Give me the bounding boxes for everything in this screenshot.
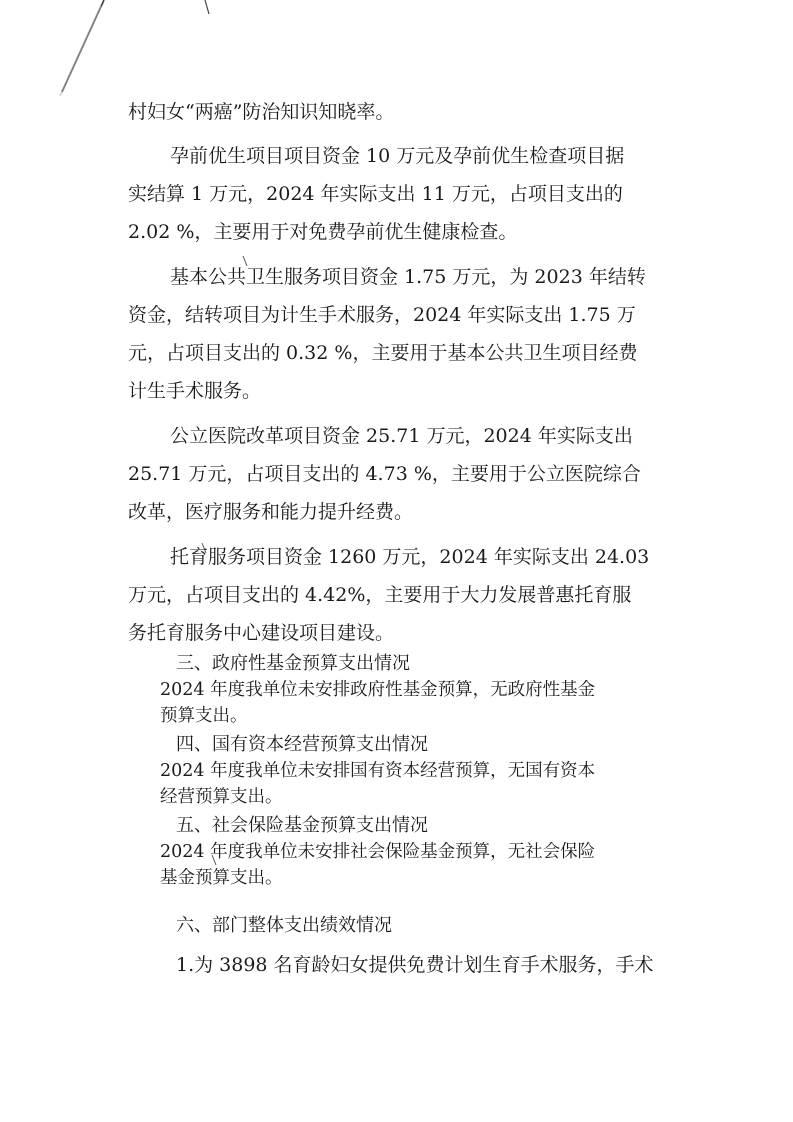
text-line-11: 改革，医疗服务和能力提升经费。 (128, 501, 414, 523)
text-line-4: 2.02 %，主要用于对免费孕前优生健康检查。 (128, 221, 518, 243)
text-line-20: 基金预算支出。 (160, 868, 283, 888)
text-line-2: 孕前优生项目项目资金 10 万元及孕前优生检查项目据 (170, 145, 625, 167)
text-line-5: 基本公共卫生服务项目资金 1.75 万元，为 2023 年结转 (170, 266, 646, 288)
text-line-15: 2024 年度我单位未安排政府性基金预算，无政府性基金 (160, 680, 596, 700)
section-heading-3: 三、政府性基金预算支出情况 (176, 653, 410, 674)
text-line-13: 万元，占项目支出的 4.42%，主要用于大力发展普惠托育服 (128, 584, 632, 606)
section-heading-4: 四、国有资本经营预算支出情况 (176, 734, 428, 755)
text-line-19: 2024 年度我单位未安排社会保险基金预算，无社会保险 (160, 842, 596, 862)
text-line-17: 2024 年度我单位未安排国有资本经营预算，无国有资本 (160, 761, 596, 781)
section-heading-6: 六、部门整体支出绩效情况 (176, 915, 392, 936)
text-line-7: 元，占项目支出的 0.32 %，主要用于基本公共卫生项目经费 (128, 342, 638, 364)
text-line-21: 1.为 3898 名育龄妇女提供免费计划生育手术服务，手术 (176, 954, 654, 976)
text-line-1: 村妇女“两癌”防治知识知晓率。 (128, 101, 395, 123)
section-heading-5: 五、社会保险基金预算支出情况 (176, 815, 428, 836)
text-line-12: 托育服务项目资金 1260 万元，2024 年实际支出 24.03 (170, 546, 650, 568)
text-line-3: 实结算 1 万元，2024 年实际支出 11 万元，占项目支出的 (128, 183, 623, 205)
text-line-8: 计生手术服务。 (128, 380, 262, 402)
text-line-16: 预算支出。 (160, 706, 248, 726)
text-line-6: 资金，结转项目为计生手术服务，2024 年实际支出 1.75 万 (128, 304, 636, 326)
text-line-10: 25.71 万元，占项目支出的 4.73 %，主要用于公立医院综合 (128, 463, 641, 485)
text-line-9: 公立医院改革项目资金 25.71 万元，2024 年实际支出 (170, 425, 633, 447)
text-line-18: 经营预算支出。 (160, 787, 283, 807)
text-line-14: 务托育服务中心建设项目建设。 (128, 622, 395, 644)
